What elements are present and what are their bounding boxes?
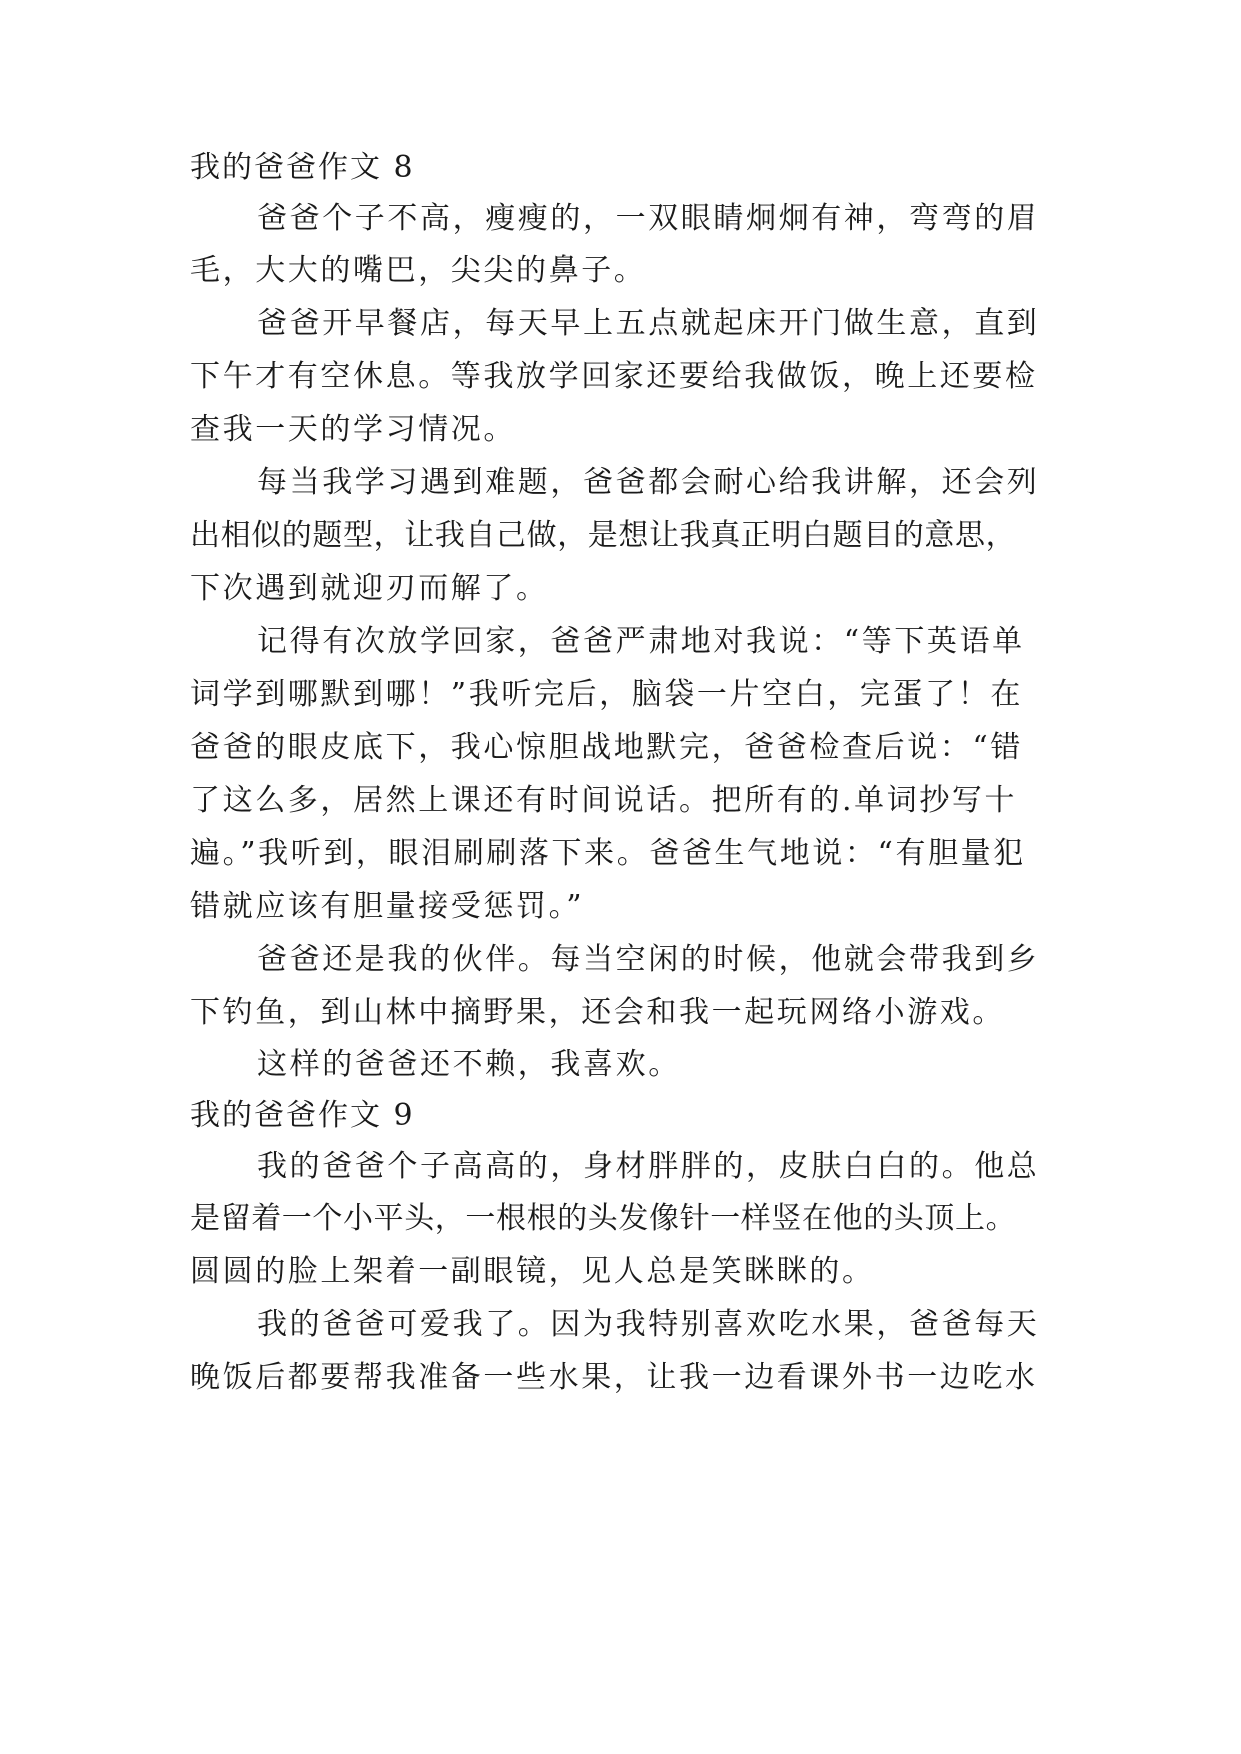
essay-8-text-line: 错就应该有胆量接受惩罚。” [190,889,585,924]
essay-9-text-line: 我的爸爸可爱我了。因为我特别喜欢吃水果，爸爸每天 [257,1307,1040,1342]
essay-8-text-line: 下次遇到就迎刃而解了。 [190,571,549,606]
essay-8-text-line: 毛，大大的嘴巴，尖尖的鼻子。 [190,253,647,288]
essay-8-text-line: 遍。”我听到，眼泪刷刷落下来。爸爸生气地说：“有胆量犯 [190,836,1026,871]
essay-8-text-line: 这样的爸爸还不赖，我喜欢。 [257,1047,681,1082]
essay-8-text-line: 查我一天的学习情况。 [190,412,516,447]
essay-8-text-line: 爸爸还是我的伙伴。每当空闲的时候，他就会带我到乡 [257,942,1040,977]
essay-9-title: 我的爸爸作文 9 [190,1098,415,1133]
essay-8-text-line: 爸爸个子不高，瘦瘦的，一双眼睛炯炯有神，弯弯的眉 [257,201,1040,236]
essay-8-text-line: 了这么多，居然上课还有时间说话。把所有的.单词抄写十 [190,783,1018,818]
essay-9-text-line: 圆圆的脸上架着一副眼镜，见人总是笑眯眯的。 [190,1254,875,1289]
essay-9-text-line: 晚饭后都要帮我准备一些水果，让我一边看课外书一边吃水 [190,1360,1038,1395]
essay-9-text-line: 是留着一个小平头，一根根的头发像针一样竖在他的头顶上。 [190,1201,1017,1236]
essay-9-text-line: 我的爸爸个子高高的，身材胖胖的，皮肤白白的。他总 [257,1149,1040,1184]
essay-8-text-line: 出相似的题型，让我自己做，是想让我真正明白题目的意思， [190,518,1017,553]
essay-8-text-line: 每当我学习遇到难题，爸爸都会耐心给我讲解，还会列 [257,465,1040,500]
essay-8-text-line: 下钓鱼，到山林中摘野果，还会和我一起玩网络小游戏。 [190,995,1005,1030]
essay-8-title: 我的爸爸作文 8 [190,150,415,185]
essay-8-text-line: 下午才有空休息。等我放学回家还要给我做饭，晚上还要检 [190,359,1038,394]
essay-8-text-line: 记得有次放学回家，爸爸严肃地对我说：“等下英语单 [257,624,1025,659]
essay-8-text-line: 词学到哪默到哪！”我听完后，脑袋一片空白，完蛋了！在 [190,677,1023,712]
essay-8-text-line: 爸爸的眼皮底下，我心惊胆战地默完，爸爸检查后说：“错 [190,730,1023,765]
essay-8-text-line: 爸爸开早餐店，每天早上五点就起床开门做生意，直到 [257,306,1040,341]
